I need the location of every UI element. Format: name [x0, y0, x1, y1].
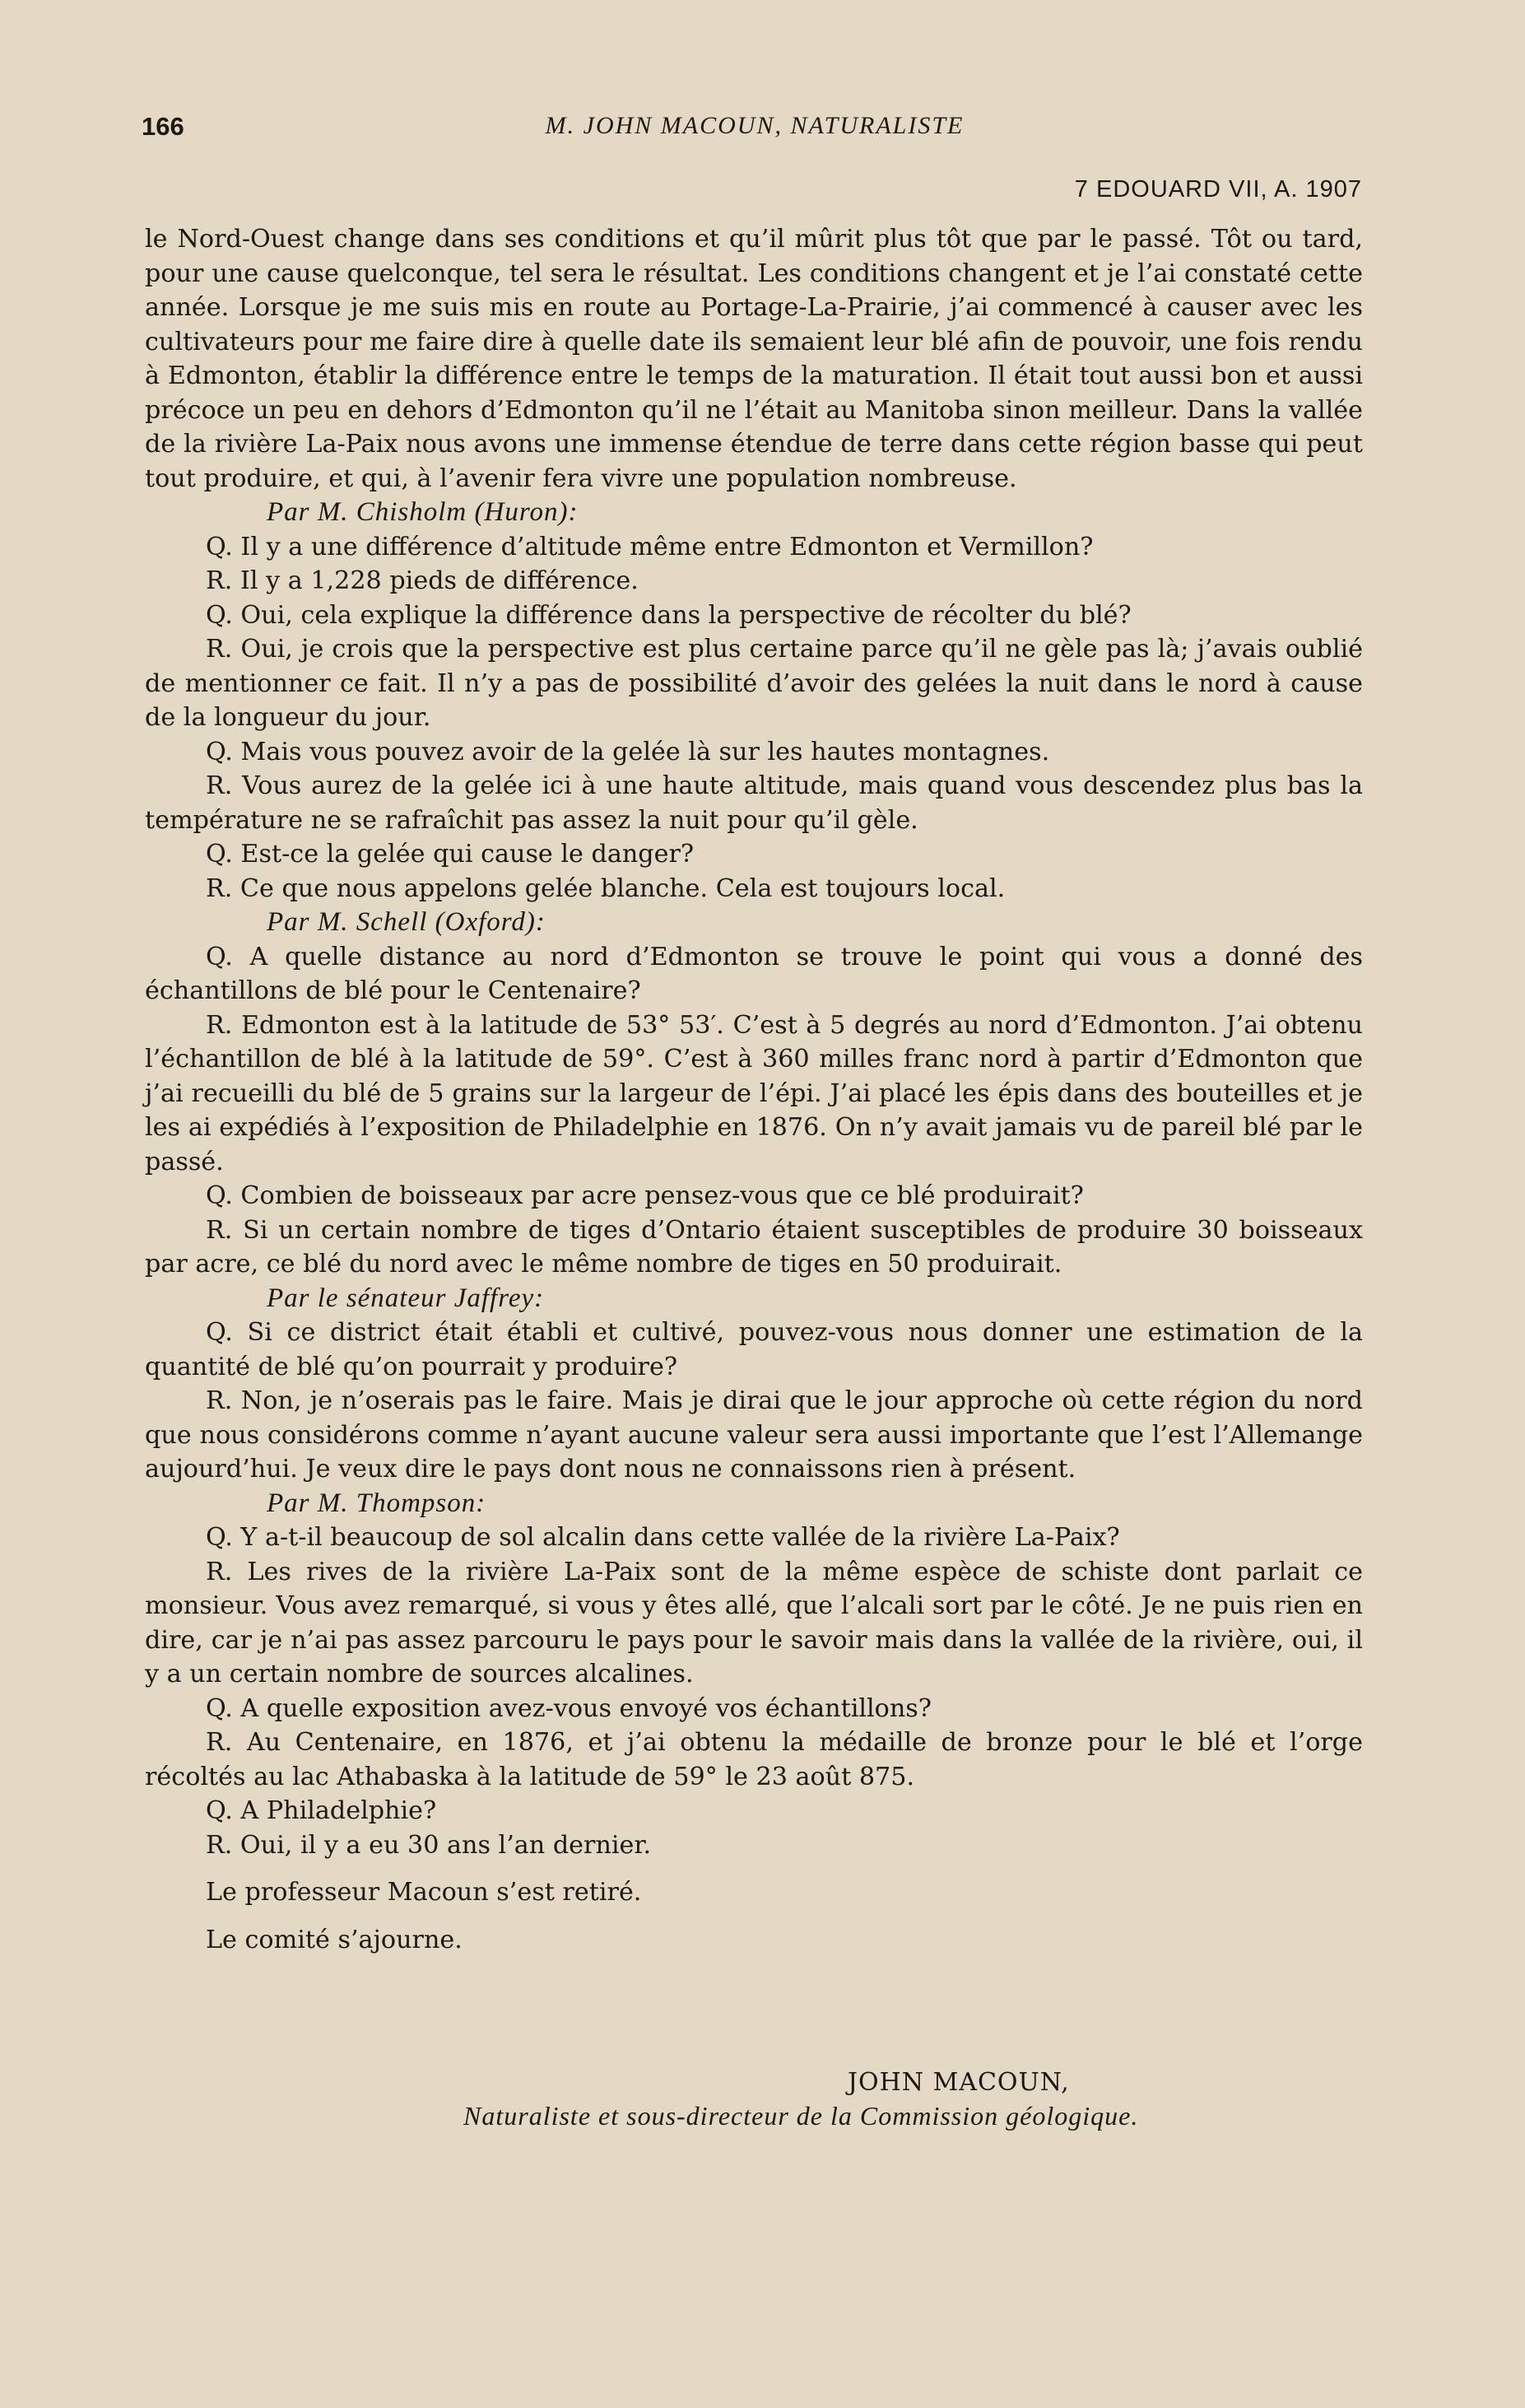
paragraph: Q. Oui, cela explique la différence dans la perspective de récolter du blé? [206, 600, 1132, 630]
page-number: 166 [142, 112, 184, 141]
paragraph: R. Vous aurez de la gelée ici à une haute altitude, mais quand vous descendez plus bas la température ne se rafraîchit pas assez la nuit pour qu’il gèle. [145, 771, 1363, 835]
paragraph: Q. Combien de boisseaux par acre pensez-vous que ce blé produirait? [206, 1181, 1084, 1210]
speaker-heading: Par M. Schell (Oxford): [267, 907, 546, 937]
paragraph: le Nord-Ouest change dans ses conditions et qu’il mûrit plus tôt que par le passé. Tôt ou tard, pour une cause quelconque, tel sera le résultat. Les conditions changent et je l’ai constaté cette année. Lorsque je me suis mis en route au Portage-La-Prairie, j’ai commencé à causer avec les cultivateurs pour me faire dire à quelle date ils semaient leur blé afin de pouvoir, une fois rendu à Edmonton, établir la différence entre le temps de la maturation. Il était tout aussi bon et aussi précoce un peu en dehors d’Edmonton qu’il ne l’était au Manitoba sinon meilleur. Dans la vallée de la rivière La-Paix nous avons une immense étendue de terre dans cette région basse qui peut tout produire, et qui, à l’avenir fera vivre une population nombreuse. [145, 225, 1363, 493]
paragraph: Q. Mais vous pouvez avoir de la gelée là sur les hautes montagnes. [206, 737, 1050, 766]
paragraph: R. Si un certain nombre de tiges d’Ontario étaient susceptibles de produire 30 boisseaux par acre, ce blé du nord avec le même nombre de tiges en 50 produirait. [145, 1215, 1363, 1279]
paragraph: Q. Si ce district était établi et cultivé, pouvez-vous nous donner une estimation de la quantité de blé qu’on pourrait y produire? [145, 1318, 1363, 1381]
paragraph: Q. A quelle distance au nord d’Edmonton se trouve le point qui vous a donné des échantillons de blé pour le Centenaire? [145, 942, 1363, 1005]
speaker-heading: Par M. Chisholm (Huron): [267, 497, 579, 527]
paragraph: R. Il y a 1,228 pieds de différence. [206, 566, 639, 595]
paragraph: Q. A quelle exposition avez-vous envoyé vos échantillons? [206, 1693, 932, 1723]
paragraph: R. Au Centenaire, en 1876, et j’ai obtenu la médaille de bronze pour le blé et l’orge récoltés au lac Athabaska à la latitude de 59° le 23 août 875. [145, 1728, 1363, 1791]
paragraph: R. Non, je n’oserais pas le faire. Mais je dirai que le jour approche où cette région du nord que nous considérons comme n’ayant aucune valeur sera aussi importante que l’est l’Allemange aujourd’hui. Je veux dire le pays dont nous ne connaissons rien à présent. [145, 1386, 1363, 1483]
running-title: M. JOHN MACOUN, NATURALISTE [545, 112, 965, 139]
paragraph: Le professeur Macoun s’est retiré. [206, 1878, 642, 1907]
paragraph: Q. Est-ce la gelée qui cause le danger? [206, 840, 695, 869]
paragraph: Q. Il y a une différence d’altitude même entre Edmonton et Vermillon? [206, 532, 1094, 561]
paragraph: R. Les rives de la rivière La-Paix sont de la même espèce de schiste dont parlait ce monsieur. Vous avez remarqué, si vous y êtes allé, que l’alcali sort par le côté. Je ne puis rien en dire, car je n’ai pas assez parcouru le pays pour le savoir mais dans la vallée de la rivière, oui, il y a un certain nombre de sources alcalines. [145, 1557, 1363, 1688]
paragraph: Le comité s’ajourne. [206, 1925, 463, 1954]
speaker-heading: Par le sénateur Jaffrey: [267, 1283, 545, 1313]
paragraph: R. Oui, je crois que la perspective est plus certaine parce qu’il ne gèle pas là; j’avais oublié de mentionner ce fait. Il n’y a pas de possibilité d’avoir des gelées la nuit dans le nord à cause de la longueur du jour. [145, 635, 1363, 732]
document-body [145, 222, 1363, 1957]
paragraph: R. Edmonton est à la latitude de 53° 53′. C’est à 5 degrés au nord d’Edmonton. J’ai obtenu l’échantillon de blé à la latitude de 59°. C’est à 360 milles franc nord à partir d’Edmonton que j’ai recueilli du blé de 5 grains sur la largeur de l’épi. J’ai placé les épis dans des bouteilles et je les ai expédiés à l’exposition de Philadelphie en 1876. On n’y avait jamais vu de pareil blé par le passé. [145, 1010, 1363, 1176]
signature-title: Naturaliste et sous-directeur de la Commission géologique. [463, 2101, 1139, 2131]
paragraph: R. Oui, il y a eu 30 ans l’an dernier. [206, 1830, 652, 1860]
session-label: 7 EDOUARD VII, A. 1907 [1074, 176, 1362, 203]
paragraph: R. Ce que nous appelons gelée blanche. Cela est toujours local. [206, 873, 1006, 903]
speaker-heading: Par M. Thompson: [267, 1488, 486, 1518]
paragraph: Q. Y a-t-il beaucoup de sol alcalin dans cette vallée de la rivière La-Paix? [206, 1523, 1120, 1552]
paragraph: Q. A Philadelphie? [206, 1796, 437, 1825]
signature-name: JOHN MACOUN, [848, 2068, 1070, 2097]
page-header [142, 112, 1368, 153]
